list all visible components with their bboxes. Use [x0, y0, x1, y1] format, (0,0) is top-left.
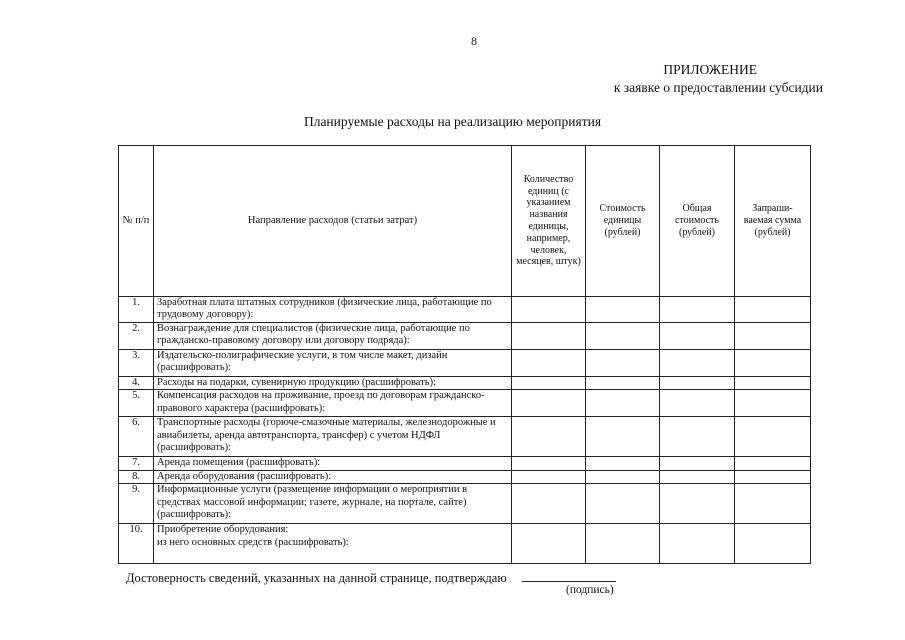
table-row	[119, 484, 811, 524]
total-cost-cell[interactable]	[660, 323, 735, 350]
unit-cost-cell[interactable]	[586, 484, 660, 524]
appendix-subtitle: к заявке о предоставлении субсидии	[613, 80, 823, 95]
unit-cost-cell[interactable]	[586, 417, 660, 457]
unit-cost-cell[interactable]	[586, 297, 660, 323]
expense-description: Информационные услуги (размещение информации о мероприятии в средствах массовой информации; газете, журнале, на портале, сайте) (расшифровать):	[154, 484, 512, 524]
column-header-expense-direction: Направление расходов (статьи затрат)	[154, 146, 512, 297]
quantity-cell[interactable]	[512, 350, 586, 377]
total-cost-cell[interactable]	[660, 417, 735, 457]
requested-amount-cell[interactable]	[735, 524, 811, 564]
table-header-row	[119, 146, 811, 297]
expense-description: Заработная плата штатных сотрудников (физические лица, работающие по трудовому договору):	[154, 297, 512, 323]
unit-cost-cell[interactable]	[586, 323, 660, 350]
unit-cost-cell[interactable]	[586, 457, 660, 470]
table-row	[119, 323, 811, 350]
total-cost-cell[interactable]	[660, 297, 735, 323]
row-number: 9.	[119, 484, 154, 524]
table-row	[119, 350, 811, 377]
column-header-total-cost: Общая стоимость (рублей)	[660, 146, 735, 297]
quantity-cell[interactable]	[512, 377, 586, 390]
requested-amount-cell[interactable]	[735, 390, 811, 417]
quantity-cell[interactable]	[512, 470, 586, 483]
expenses-table	[118, 145, 811, 564]
column-header-quantity: Количество единиц (с указанием названия единицы, например, человек, месяцев, штук)	[512, 146, 586, 297]
row-number: 2.	[119, 323, 154, 350]
appendix-title: ПРИЛОЖЕНИЕ	[663, 62, 757, 77]
quantity-cell[interactable]	[512, 457, 586, 470]
row-number: 7.	[119, 457, 154, 470]
expense-description: Расходы на подарки, сувенирную продукцию (расшифровать):	[154, 377, 512, 390]
quantity-cell[interactable]	[512, 484, 586, 524]
row-number: 6.	[119, 417, 154, 457]
quantity-cell[interactable]	[512, 524, 586, 564]
expense-description: Аренда оборудования (расшифровать):	[154, 470, 512, 483]
quantity-cell[interactable]	[512, 390, 586, 417]
unit-cost-cell[interactable]	[586, 350, 660, 377]
unit-cost-cell[interactable]	[586, 390, 660, 417]
row-number: 4.	[119, 377, 154, 390]
unit-cost-cell[interactable]	[586, 470, 660, 483]
expense-description: Компенсация расходов на проживание, проезд по договорам гражданско-правового характера (расшифровать):	[154, 390, 512, 417]
expense-description: Издательско-полиграфические услуги, в том числе макет, дизайн (расшифровать):	[154, 350, 512, 377]
total-cost-cell[interactable]	[660, 377, 735, 390]
unit-cost-cell[interactable]	[586, 524, 660, 564]
requested-amount-cell[interactable]	[735, 377, 811, 390]
row-number: 5.	[119, 390, 154, 417]
confirmation-text: Достоверность сведений, указанных на данной странице, подтверждаю	[126, 571, 507, 585]
expense-description: Приобретение оборудования: из него основных средств (расшифровать):	[154, 524, 512, 564]
signature-line	[522, 581, 616, 582]
total-cost-cell[interactable]	[660, 390, 735, 417]
total-cost-cell[interactable]	[660, 484, 735, 524]
table-row	[119, 457, 811, 470]
table-row	[119, 417, 811, 457]
requested-amount-cell[interactable]	[735, 484, 811, 524]
quantity-cell[interactable]	[512, 323, 586, 350]
quantity-cell[interactable]	[512, 417, 586, 457]
table-row	[119, 377, 811, 390]
total-cost-cell[interactable]	[660, 470, 735, 483]
requested-amount-cell[interactable]	[735, 417, 811, 457]
quantity-cell[interactable]	[512, 297, 586, 323]
row-number: 10.	[119, 524, 154, 564]
requested-amount-cell[interactable]	[735, 470, 811, 483]
row-number: 8.	[119, 470, 154, 483]
expense-description: Вознаграждение для специалистов (физические лица, работающие по гражданско-правовому договору или договору подряда):	[154, 323, 512, 350]
column-header-number: № п/п	[119, 146, 154, 297]
row-number: 3.	[119, 350, 154, 377]
requested-amount-cell[interactable]	[735, 297, 811, 323]
page-number: 8	[471, 34, 477, 48]
requested-amount-cell[interactable]	[735, 350, 811, 377]
requested-amount-cell[interactable]	[735, 323, 811, 350]
table-row	[119, 297, 811, 323]
row-number: 1.	[119, 297, 154, 323]
table-row	[119, 470, 811, 483]
table-row	[119, 524, 811, 564]
column-header-unit-cost: Стоимость единицы (рублей)	[586, 146, 660, 297]
column-header-requested-amount: Запраши- ваемая сумма (рублей)	[735, 146, 811, 297]
total-cost-cell[interactable]	[660, 524, 735, 564]
signature-caption: (подпись)	[566, 584, 614, 596]
table-row	[119, 390, 811, 417]
table-title: Планируемые расходы на реализацию мероприятия	[303, 114, 602, 129]
requested-amount-cell[interactable]	[735, 457, 811, 470]
unit-cost-cell[interactable]	[586, 377, 660, 390]
expense-description: Аренда помещения (расшифровать):	[154, 457, 512, 470]
total-cost-cell[interactable]	[660, 350, 735, 377]
total-cost-cell[interactable]	[660, 457, 735, 470]
expense-description: Транспортные расходы (горюче-смазочные материалы, железнодорожные и авиабилеты, аренда автотранспорта, трансфер) с учетом НДФЛ (расшифровать):	[154, 417, 512, 457]
